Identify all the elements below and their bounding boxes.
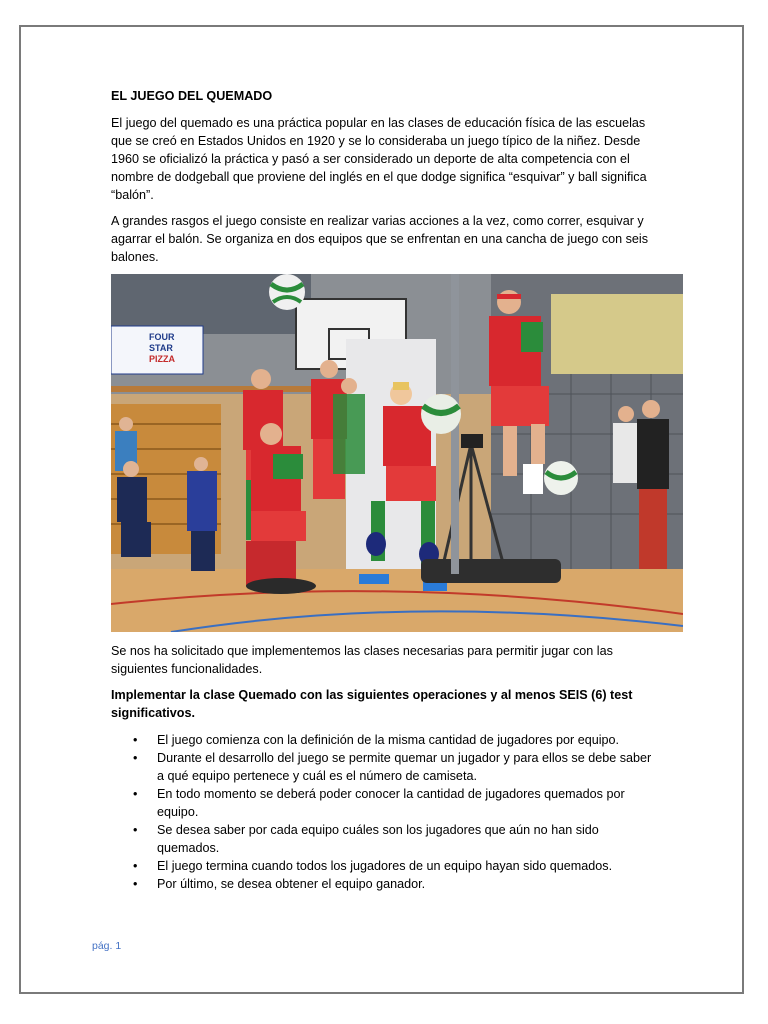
list-item <box>133 821 657 857</box>
bullet-marker: • <box>133 877 138 891</box>
bullet-marker: • <box>133 859 138 873</box>
list-item-text: El juego termina cuando todos los jugadores de un equipo hayan sido quemados. <box>157 859 613 873</box>
list-item-text: En todo momento se deberá poder conocer la cantidad de jugadores quemados por equipo. <box>157 787 625 819</box>
banner-text-3: PIZZA <box>149 354 175 364</box>
list-item <box>133 857 657 875</box>
banner-text-1: FOUR <box>149 332 175 342</box>
document-title: EL JUEGO DEL QUEMADO <box>111 89 273 103</box>
list-item-text: Por último, se desea obtener el equipo ganador. <box>157 877 426 891</box>
photo-illustration <box>111 274 683 632</box>
bullet-marker: • <box>133 823 138 837</box>
list-item <box>133 749 657 785</box>
list-item <box>133 785 657 821</box>
document-body <box>111 87 657 893</box>
paragraph-rules: A grandes rasgos el juego consiste en realizar varias acciones a la vez, como correr, esquivar y agarrar el balón. Se organiza en dos equipos que se enfrentan en una cancha de juego con seis balones. <box>111 214 649 264</box>
list-item <box>133 875 657 893</box>
dodgeball-photo <box>111 274 683 632</box>
page-number: pág. 1 <box>92 940 122 952</box>
banner-text-2: STAR <box>149 343 173 353</box>
paragraph-intro: El juego del quemado es una práctica popular en las clases de educación física de las escuelas que se creó en Estados Unidos en 1920 y se lo consideraba un juego típico de la niñez. Desde 1960 se oficializó la práctica y pasó a ser considerado un deporte de alta competencia con el nombre de dodgeball que proviene del inglés en el que dodge significa “esquivar” y ball significa “balón”. <box>111 116 647 202</box>
bullet-marker: • <box>133 733 138 747</box>
document-page <box>19 25 744 994</box>
list-item <box>133 731 657 749</box>
list-item-text: Durante el desarrollo del juego se permite quemar un jugador y para ellos se debe saber a qué equipo pertenece y cuál es el número de camiseta. <box>157 751 652 783</box>
paragraph-request: Se nos ha solicitado que implementemos las clases necesarias para permitir jugar con las siguientes funcionalidades. <box>111 644 613 676</box>
bullet-marker: • <box>133 787 138 801</box>
list-item-text: El juego comienza con la definición de la misma cantidad de jugadores por equipo. <box>157 733 620 747</box>
list-item-text: Se desea saber por cada equipo cuáles son los jugadores que aún no han sido quemados. <box>157 823 599 855</box>
requirements-list <box>111 731 657 893</box>
paragraph-requirement: Implementar la clase Quemado con las siguientes operaciones y al menos SEIS (6) test significativos. <box>111 688 633 720</box>
bullet-marker: • <box>133 751 138 765</box>
